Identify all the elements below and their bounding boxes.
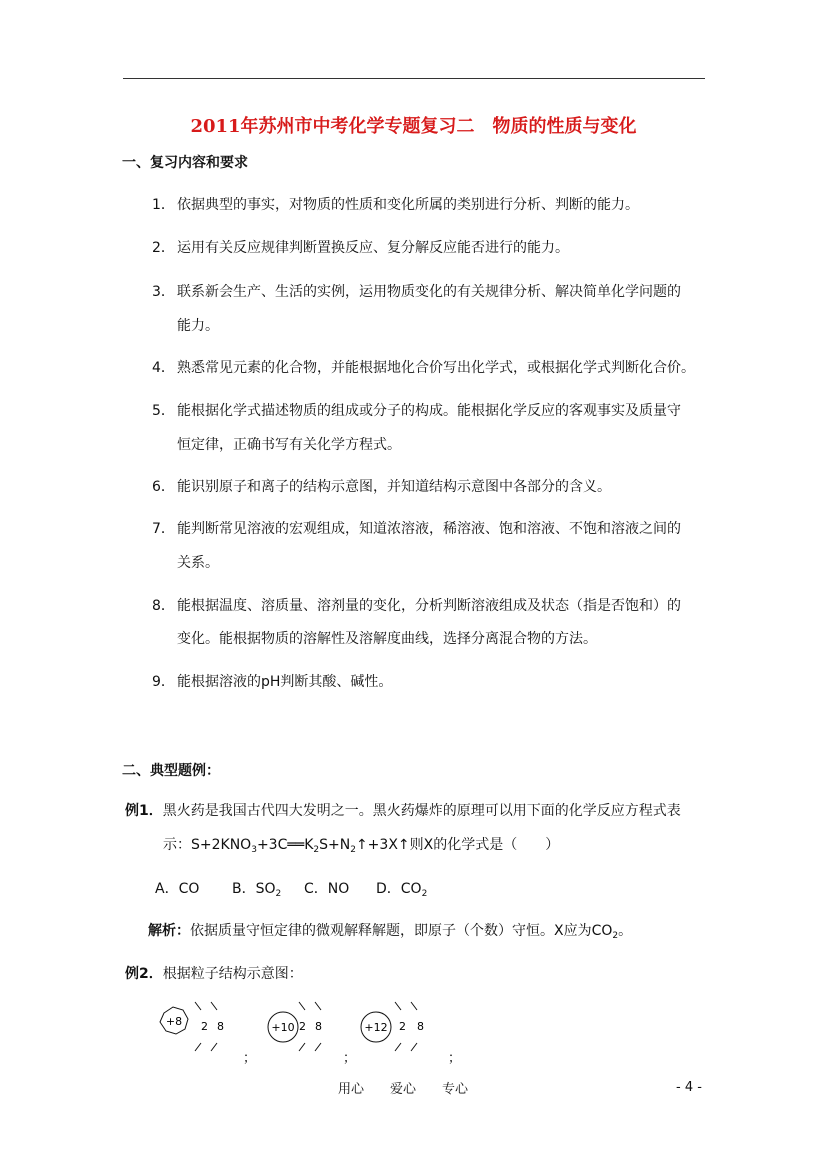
- electron-count: 2: [201, 1020, 208, 1033]
- list-item: 9． 能根据溶液的pH判断其酸、碱性。: [152, 674, 393, 690]
- header-rule: [123, 78, 705, 79]
- list-item-continuation: 变化。能根据物质的溶解性及溶解度曲线，选择分离混合物的方法。: [177, 631, 597, 647]
- particle-diagram-3: [361, 1002, 461, 1066]
- page-footer: [338, 1078, 494, 1097]
- footer-word: 专心: [442, 1082, 469, 1097]
- list-item: 5． 能根据化学式描述物质的组成或分子的构成。能根据化学反应的客观事实及质量守: [152, 403, 681, 419]
- page-title: 2011年苏州市中考化学专题复习二 物质的性质与变化: [190, 116, 637, 137]
- list-item-continuation: 恒定律，正确书写有关化学方程式。: [177, 437, 401, 453]
- nucleus-charge: +8: [165, 1015, 183, 1028]
- section-heading-review: 一、复习内容和要求: [122, 155, 248, 171]
- nucleus-charge: +10: [271, 1021, 295, 1034]
- footer-word: 用心: [338, 1082, 365, 1097]
- option-d: D．$CO_2$: [376, 881, 428, 899]
- electron-count: 8: [315, 1020, 322, 1033]
- list-item: 7． 能判断常见溶液的宏观组成，知道浓溶液，稀溶液、饱和溶液、不饱和溶液之间的: [152, 521, 681, 537]
- example-1-analysis: 解析：依据质量守恒定律的微观解释解题，即原子（个数）守恒。X应为$CO_2$。: [148, 923, 633, 941]
- example-1-text: 例1．黑火药是我国古代四大发明之一。黑火药爆炸的原理可以用下面的化学反应方程式表: [125, 803, 681, 819]
- option-c: C．NO: [304, 881, 350, 897]
- electron-count: 8: [217, 1020, 224, 1033]
- separator: ；: [243, 1051, 257, 1066]
- separator: ；: [448, 1051, 462, 1066]
- list-item: 4． 熟悉常见元素的化合物，并能根据地化合价写出化学式，或根据化学式判断化合价。: [152, 360, 695, 376]
- separator: ；: [343, 1051, 357, 1066]
- electron-count: 2: [399, 1020, 406, 1033]
- list-item-continuation: 关系。: [177, 555, 219, 571]
- electron-count: 8: [417, 1020, 424, 1033]
- particle-diagram-1: [160, 1002, 256, 1066]
- example-1-equation: 示：$S+2KNO_3+3C══K_2S+N_2↑+3X↑$则X的化学式是（ ）: [163, 837, 560, 855]
- footer-word: 爱心: [390, 1082, 417, 1097]
- list-item-continuation: 能力。: [177, 318, 219, 334]
- electron-count: 2: [299, 1020, 306, 1033]
- list-item: 8． 能根据温度、溶质量、溶剂量的变化，分析判断溶液组成及状态（指是否饱和）的: [152, 598, 681, 614]
- page-number: - 4 -: [676, 1080, 702, 1095]
- list-item: 6． 能识别原子和离子的结构示意图，并知道结构示意图中各部分的含义。: [152, 479, 611, 495]
- option-a: A．CO: [155, 881, 200, 897]
- list-item: 3． 联系新会生产、生活的实例，运用物质变化的有关规律分析、解决简单化学问题的: [152, 284, 681, 300]
- list-item: 1． 依据典型的事实，对物质的性质和变化所属的类别进行分析、判断的能力。: [152, 197, 639, 213]
- nucleus-charge: +12: [364, 1021, 388, 1034]
- section-heading-examples: 二、典型题例：: [122, 763, 220, 779]
- option-b: B．$SO_2$: [232, 881, 282, 899]
- example-2-text: 例2．根据粒子结构示意图：: [125, 966, 303, 982]
- list-item: 2． 运用有关反应规律判断置换反应、复分解反应能否进行的能力。: [152, 240, 569, 256]
- particle-diagram-2: [268, 1002, 356, 1066]
- particle-structure-diagrams: [155, 998, 475, 1070]
